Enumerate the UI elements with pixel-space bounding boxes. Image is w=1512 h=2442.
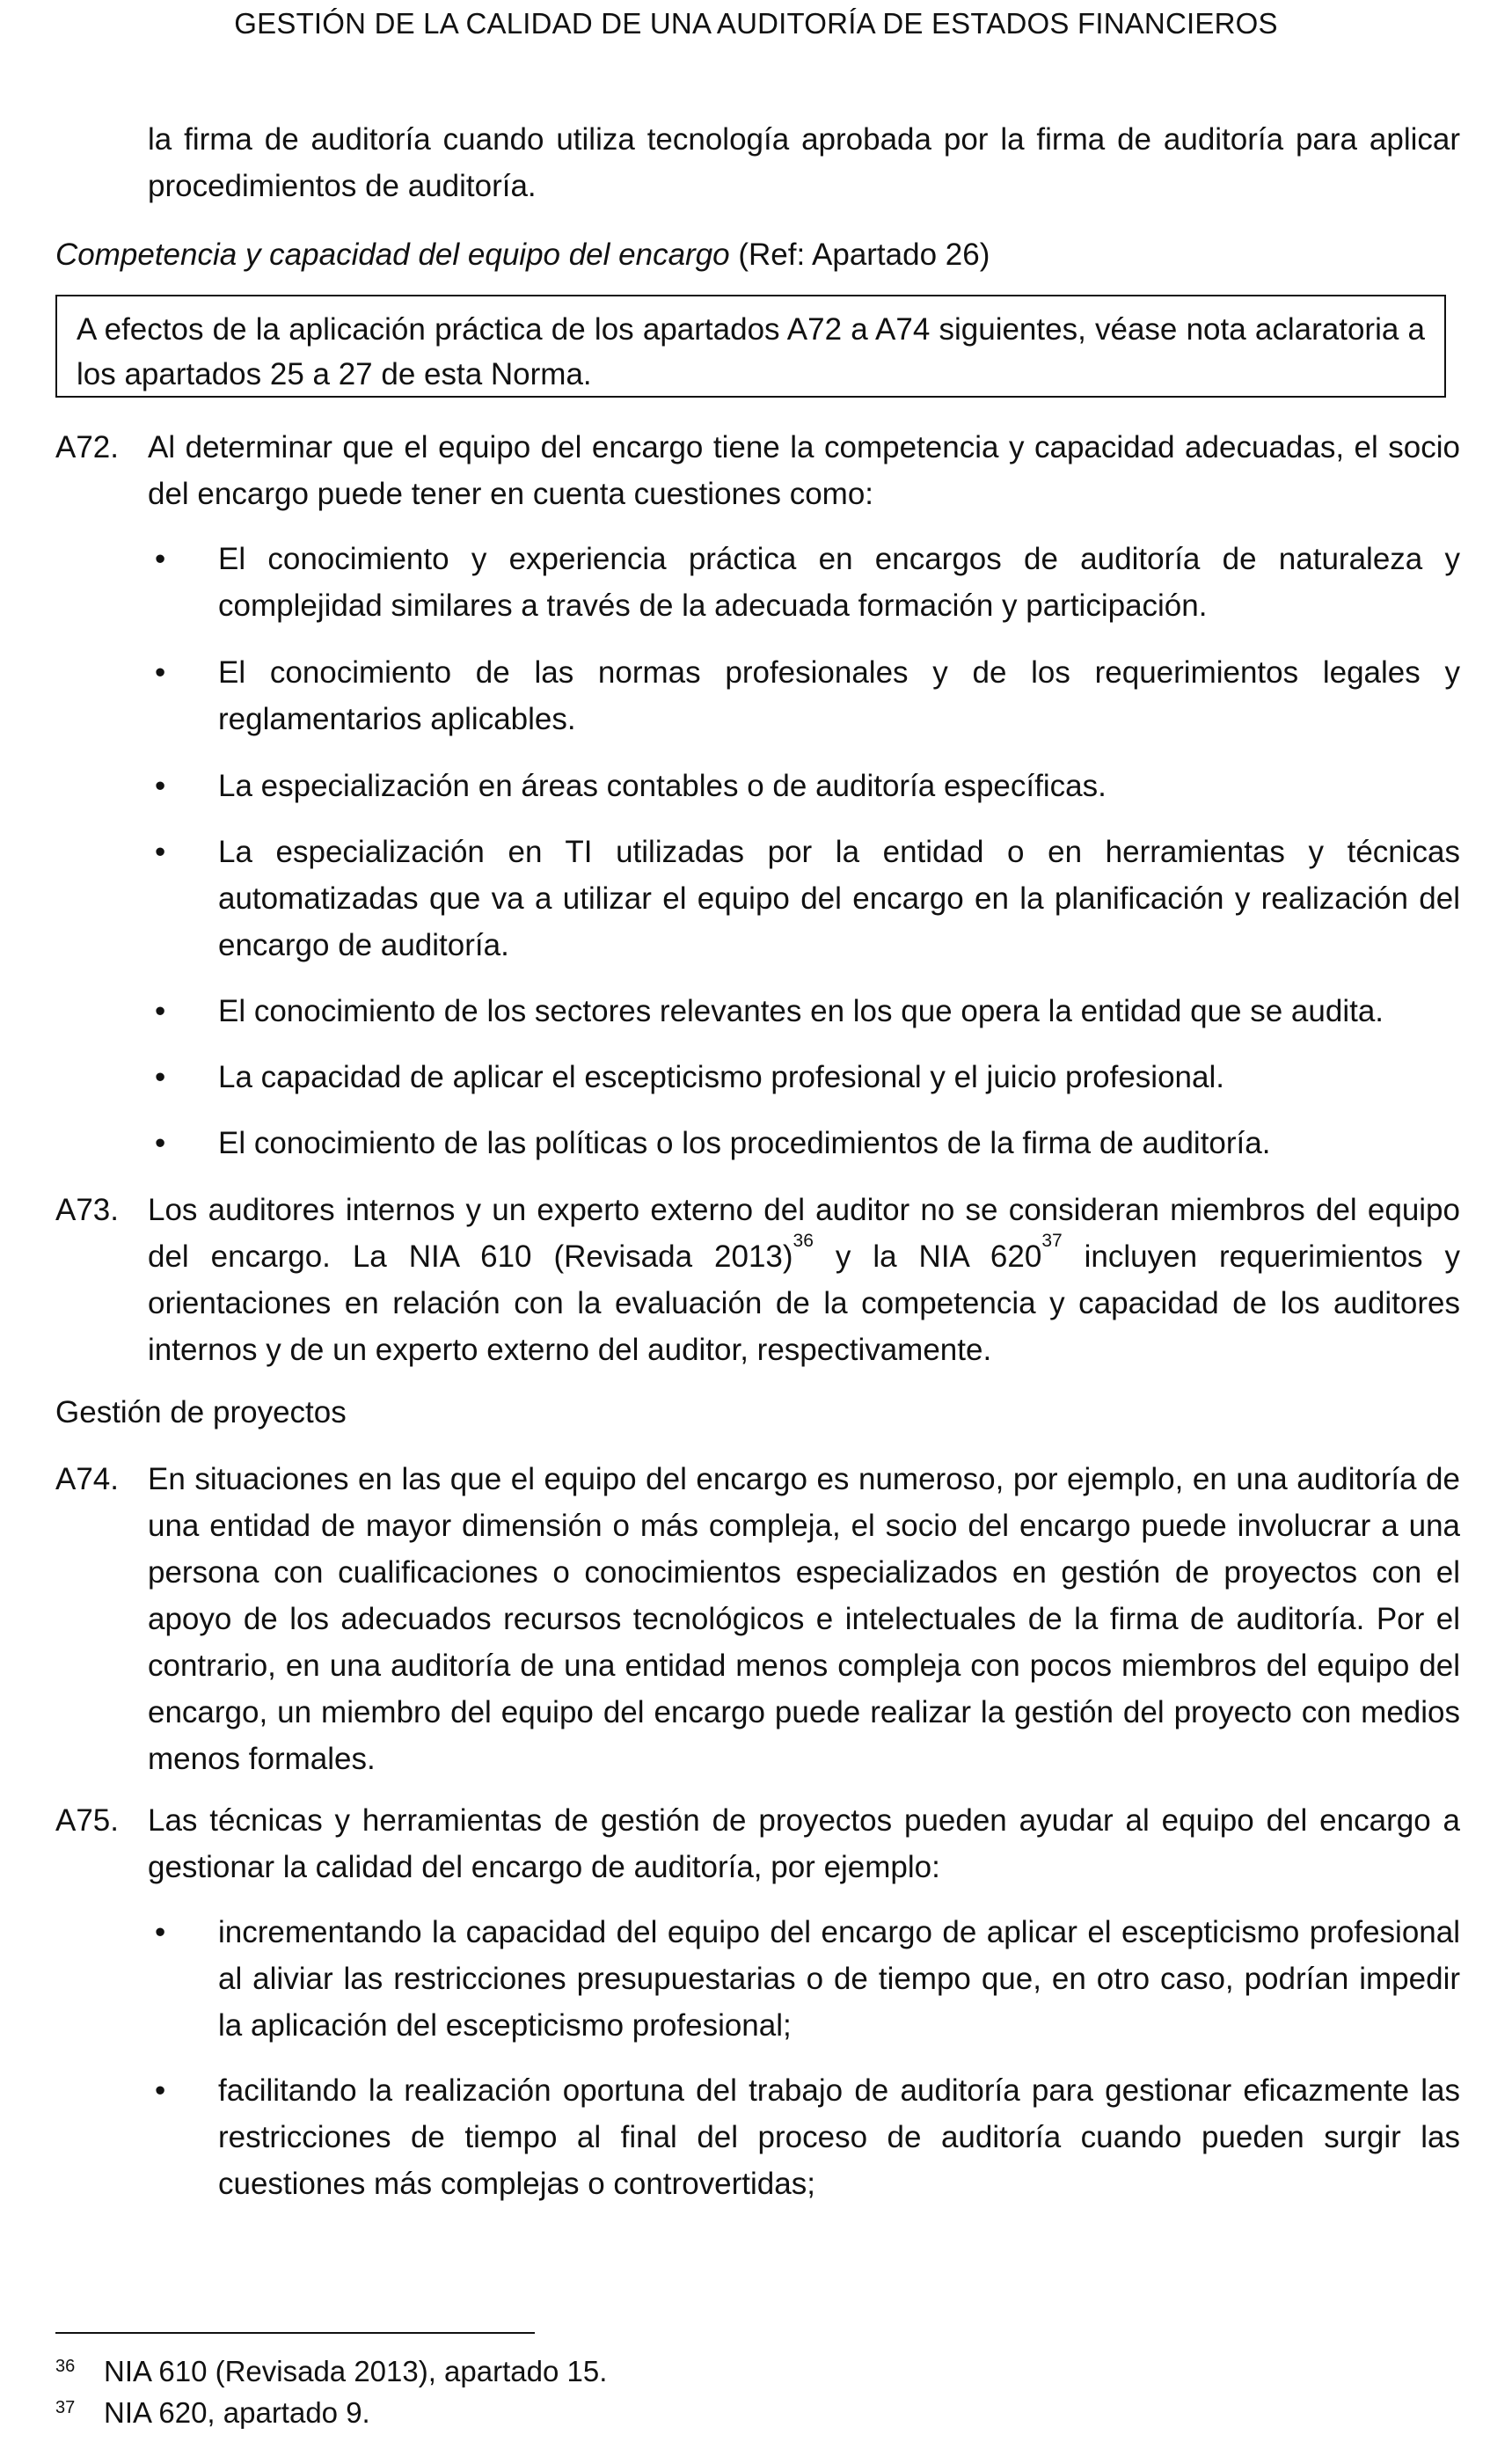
paragraph-a73-part1: Los auditores internos y un experto externo del auditor no se consideran miembros del equipo del encargo. La NIA 610 (Revisada 2013) [148, 1193, 1460, 1274]
bullet-icon: • [155, 994, 166, 1028]
paragraph-a73 [148, 1187, 1460, 1373]
list-item [155, 1054, 1460, 1100]
list-item-text: El conocimiento de las políticas o los procedimientos de la firma de auditoría. [218, 1126, 1271, 1160]
footnote-36 [55, 2352, 608, 2391]
footnote-number: 37 [55, 2398, 76, 2417]
list-item-text: El conocimiento de los sectores relevantes en los que opera la entidad que se audita. [218, 994, 1384, 1028]
note-box-text: A efectos de la aplicación práctica de los apartados A72 a A74 siguientes, véase nota aclaratoria a los apartados 25 a 27 de esta Norma. [77, 312, 1425, 391]
list-item-text: La especialización en áreas contables o de auditoría específicas. [218, 769, 1107, 803]
section-heading-title: Competencia y capacidad del equipo del encargo [55, 238, 730, 272]
bullet-icon: • [155, 2073, 166, 2108]
intro-continuation: la firma de auditoría cuando utiliza tecnología aprobada por la firma de auditoría para aplicar procedimientos de auditoría. [148, 122, 1460, 203]
list-item-text: El conocimiento y experiencia práctica en encargos de auditoría de naturaleza y complejidad similares a través de la adecuada formación y participación. [218, 542, 1460, 623]
section-heading-gestion-proyectos: Gestión de proyectos [55, 1395, 347, 1429]
footnote-divider [55, 2332, 535, 2334]
footnote-text: NIA 620, apartado 9. [104, 2396, 370, 2429]
list-item [155, 536, 1460, 629]
paragraph-label-a75: A75. [55, 1803, 119, 1838]
paragraph-label-a72: A72. [55, 430, 119, 464]
paragraph-label-a73: A73. [55, 1193, 119, 1227]
paragraph-a73-part3: incluyen requerimientos y orientaciones en relación con la evaluación de la competencia y capacidad de los auditores internos y de un experto externo del auditor, respectivamente. [148, 1239, 1460, 1367]
list-item [155, 763, 1460, 809]
list-item [155, 2067, 1460, 2207]
bullet-icon: • [155, 769, 166, 803]
list-item-text: La capacidad de aplicar el escepticismo profesional y el juicio profesional. [218, 1060, 1224, 1094]
footnote-ref-37[interactable]: 37 [1041, 1231, 1063, 1251]
list-item [155, 1909, 1460, 2049]
footnote-ref-36[interactable]: 36 [793, 1231, 814, 1251]
paragraph-a73-part2: y la NIA 620 [813, 1239, 1042, 1274]
paragraph-label-a74: A74. [55, 1462, 119, 1496]
bullet-icon: • [155, 542, 166, 576]
list-item-text: incrementando la capacidad del equipo del encargo de aplicar el escepticismo profesional al aliviar las restricciones presupuestarias o de tiempo que, en otro caso, podrían impedir la aplicación del escepticismo profesional; [218, 1915, 1460, 2043]
list-item-text: La especialización en TI utilizadas por la entidad o en herramientas y técnicas automatizadas que va a utilizar el equipo del encargo en la planificación y realización del encargo de auditoría. [218, 835, 1460, 962]
bullet-icon: • [155, 835, 166, 869]
paragraph-a72: Al determinar que el equipo del encargo tiene la competencia y capacidad adecuadas, el socio del encargo puede tener en cuenta cuestiones como: [148, 430, 1460, 511]
footnote-37 [55, 2394, 370, 2432]
bullet-icon: • [155, 1060, 166, 1094]
list-item [155, 829, 1460, 969]
section-heading-ref: (Ref: Apartado 26) [729, 238, 990, 272]
footnote-text: NIA 610 (Revisada 2013), apartado 15. [104, 2355, 608, 2387]
list-item [155, 649, 1460, 742]
list-item [155, 988, 1460, 1035]
bullet-icon: • [155, 1915, 166, 1949]
paragraph-a74: En situaciones en las que el equipo del encargo es numeroso, por ejemplo, en una auditoría de una entidad de mayor dimensión o más compleja, el socio del encargo puede involucrar a una persona con cualificaciones o conocimientos especializados en gestión de proyectos con el apoyo de los adecuados recursos tecnológicos e intelectuales de la firma de auditoría. Por el contrario, en una auditoría de una entidad menos compleja con pocos miembros del equipo del encargo, un miembro del equipo del encargo puede realizar la gestión del proyecto con medios menos formales. [148, 1462, 1460, 1776]
note-box [55, 295, 1446, 398]
list-item-text: El conocimiento de las normas profesionales y de los requerimientos legales y reglamentarios aplicables. [218, 655, 1460, 736]
bullet-icon: • [155, 655, 166, 690]
bullet-icon: • [155, 1126, 166, 1160]
footnote-number: 36 [55, 2357, 76, 2376]
list-item-text: facilitando la realización oportuna del trabajo de auditoría para gestionar eficazmente las restricciones de tiempo al final del proceso de auditoría cuando pueden surgir las cuestiones más complejas o controvertidas; [218, 2073, 1460, 2201]
section-heading-competencia [55, 231, 1445, 278]
paragraph-a75: Las técnicas y herramientas de gestión de proyectos pueden ayudar al equipo del encargo a gestionar la calidad del encargo de auditoría, por ejemplo: [148, 1803, 1460, 1884]
running-header: GESTIÓN DE LA CALIDAD DE UNA AUDITORÍA DE ESTADOS FINANCIEROS [234, 7, 1278, 40]
list-item [155, 1120, 1460, 1166]
